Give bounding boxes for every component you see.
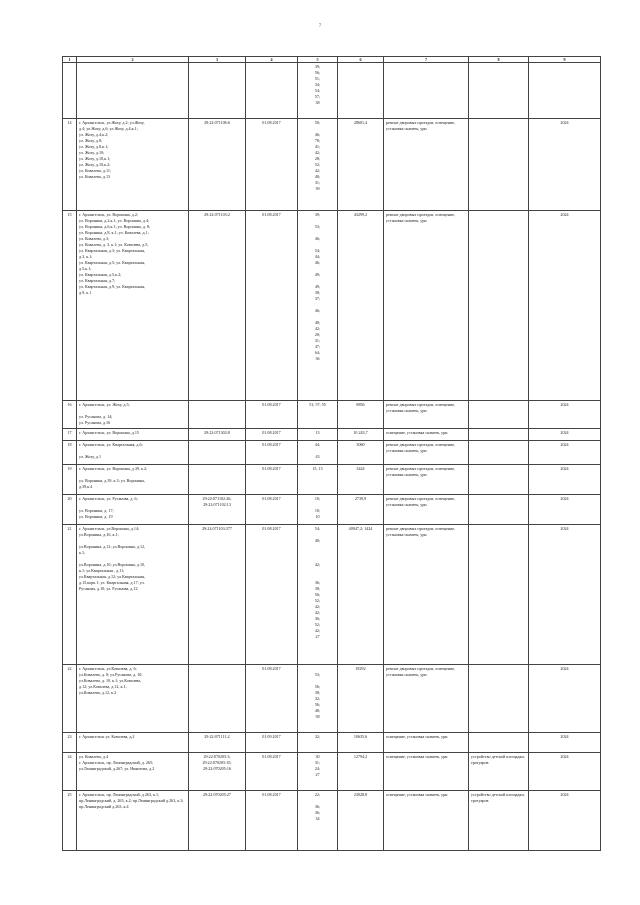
address-line: ул. Квартальная, д.5; ул. Квартальная, <box>79 260 146 265</box>
row-number: 24 <box>63 753 77 791</box>
address-line: ул.Воронина, д.16, к.1; <box>79 532 119 537</box>
apartment-count: 36; <box>314 616 321 621</box>
cadastral-cell: 29:22:071103:377 <box>189 525 246 665</box>
address-line: ул. Ковалева, д. 3, к.1; ул. Ковалева, д.5; <box>79 242 149 247</box>
address-cell <box>77 465 189 495</box>
address-line: г. Архангельск, ул.Воронина, д.14; <box>79 526 140 531</box>
date-cell: 01.08.2017 <box>246 495 298 525</box>
apartment-count: 54; <box>314 248 321 253</box>
address-cell <box>77 211 189 401</box>
apartment-count: 50; <box>314 120 321 125</box>
apartment-count: 10; <box>314 496 321 501</box>
apartment-count: 51; <box>314 76 321 81</box>
date-cell: 01.09.2017 <box>246 733 298 753</box>
apartments-cell <box>298 791 338 851</box>
row-number: 22 <box>63 665 77 733</box>
address-line: г. Архангельск, пр. Ленинградский, д.263, к.1; пр.Ленинградский, д. 263, к.2; пр.Ленинградский д.263, к.3; пр.Ленинградский д.263, к.4 <box>79 792 184 809</box>
address-line: ул.Воронина, д.12; ул.Воронина, д.12, <box>79 544 146 549</box>
area-cell: 8856 <box>338 401 384 429</box>
apartment-count: 34; <box>314 82 321 87</box>
apartment-count: 27 <box>315 634 320 639</box>
cadastral-cell: 29:22:071102:26; 29:22:071102:13 <box>189 495 246 525</box>
apartment-count: 20; <box>314 332 321 337</box>
address-cell <box>77 525 189 665</box>
apartment-count: 15, 15 <box>312 466 323 471</box>
table-row <box>63 401 601 429</box>
apartment-count: 38; <box>314 586 321 591</box>
year-cell: 2024 <box>529 733 601 753</box>
cadastral-cell: 29:22:070205:3; 29:22:070205:35; 29:22:070205:16 <box>189 753 246 791</box>
table-row <box>63 441 601 465</box>
address-line: ул. Квартальная, д.5,к.2; <box>79 272 122 277</box>
apartment-count: 13 <box>315 430 320 435</box>
address-line: д.15,корп.1; ул. Квартальная, д.17; ул. <box>79 580 145 585</box>
apartment-count: 58 <box>315 714 320 719</box>
cadastral-cell: 29:22:071111:2 <box>189 733 246 753</box>
area-cell: 43299,2 <box>338 211 384 401</box>
apartment-count: 39 <box>315 186 320 191</box>
apartment-count: 42; <box>314 610 321 615</box>
address-line: ул. Воронина, д.8, к.1; ул. Ковалева, д.1; <box>79 230 149 235</box>
works-cell: ремонт дворовых проездов, освещение, установка скамеек, урн <box>384 401 469 429</box>
apartment-count: 42; <box>314 150 321 155</box>
address-cell <box>77 665 189 733</box>
cadastral-cell <box>189 665 246 733</box>
table-row <box>63 429 601 441</box>
extra-works-cell <box>469 429 529 441</box>
apartment-count: 53; <box>314 672 321 677</box>
row-number: 23 <box>63 733 77 753</box>
cadastral-cell <box>189 465 246 495</box>
cadastral-cell: 29:22:071302:8 <box>189 429 246 441</box>
extra-works-cell <box>469 525 529 665</box>
row-number: 19 <box>63 465 77 495</box>
apartment-count: 53; <box>314 224 321 229</box>
table-row <box>63 465 601 495</box>
area-cell: 28601,4 <box>338 119 384 211</box>
column-header-1: 1 <box>63 57 77 63</box>
apartment-count: 28; <box>314 156 321 161</box>
address-line: г. Архангельск, ул. Воронина, д.15 <box>79 430 139 435</box>
year-cell: 2024 <box>529 791 601 851</box>
apartment-count: 32; <box>314 696 321 701</box>
row-number: 18 <box>63 441 77 465</box>
apartment-count: 27 <box>315 772 320 777</box>
address-cell <box>77 63 189 119</box>
apartment-count: 40; <box>314 538 321 543</box>
apartment-count: 31; <box>314 338 321 343</box>
address-line: ул. Жоху, д.1 <box>79 454 102 459</box>
apartment-count: 24; <box>314 766 321 771</box>
works-cell: ремонт дворовых проездов, освещение, установка скамеек, урн <box>384 495 469 525</box>
column-header-3: 3 <box>189 57 246 63</box>
area-cell: 10 243,7 <box>338 429 384 441</box>
date-cell: 01.08.2017 <box>246 465 298 495</box>
apartment-count: 56; <box>314 702 321 707</box>
address-line: ул. Жоху, д.10,к.2; <box>79 162 111 167</box>
apartment-count: 54; <box>314 88 321 93</box>
apartment-count: 43 <box>315 454 320 459</box>
year-cell: 2024 <box>529 429 601 441</box>
address-line: ул. Ковалева, д.11; <box>79 168 112 173</box>
address-line: ул. Квартальная, д.7; <box>79 278 116 283</box>
row-number: 15 <box>63 211 77 401</box>
address-line: г. Архангельск, ул. Русанова, д. 6; <box>79 496 138 501</box>
address-line: г. Архангельск, ул.Ковалева, д. 6; <box>79 666 137 671</box>
cadastral-cell <box>189 401 246 429</box>
address-line: ул. Квартальная, д.9; ул. Квартальная, <box>79 284 146 289</box>
address-line: ул.Воронина, д.10; ул.Воронина, д.10, <box>79 562 146 567</box>
address-line: г. Архангельск, пр. Ленинградский, д. 265; ул.Ленинградский, д.267; ул. Никитова, д.2 <box>79 760 155 771</box>
apartment-count: 64; <box>314 350 321 355</box>
address-line: г. Архангельск, ул. Квартальная, д.6; <box>79 442 143 447</box>
address-line: ул. Воронина, д. 19 <box>79 514 113 519</box>
apartment-count: 36 <box>315 356 320 361</box>
apartment-count: 46; <box>314 260 321 265</box>
table-row <box>63 753 601 791</box>
year-cell: 2024 <box>529 525 601 665</box>
apartment-count: 44; <box>314 442 321 447</box>
year-cell: 2024 <box>529 665 601 733</box>
apartment-count: 36; <box>314 580 321 585</box>
apartment-count: 54; <box>314 526 321 531</box>
column-header-7: 7 <box>384 57 469 63</box>
extra-works-cell <box>469 465 529 495</box>
apartment-count: 57; <box>314 94 321 99</box>
table-row <box>63 211 601 401</box>
table-row <box>63 525 601 665</box>
date-cell: 01.08.2017 <box>246 211 298 401</box>
apartment-count: 10; <box>314 508 321 513</box>
address-cell <box>77 441 189 465</box>
works-cell: ремонт дворовых проездов, освещение, установка скамеек, урн <box>384 119 469 211</box>
date-cell: 01.08.2017 <box>246 665 298 733</box>
apartments-cell <box>298 753 338 791</box>
address-line: г. Архангельск, ул.Жоху, д.2; ул.Жоху, <box>79 120 145 125</box>
address-line: д.4; ул.Жоху, д.6; ул.Жоху, д.4,к.1; <box>79 126 138 131</box>
works-cell: ремонт дворовых проездов, освещение, установка скамеек, урн <box>384 525 469 665</box>
works-cell: ремонт дворовых проездов, освещение, установка скамеек, урн <box>384 441 469 465</box>
area-cell: 3060 <box>338 441 384 465</box>
extra-works-cell <box>469 63 529 119</box>
apartment-count: 39; <box>314 64 321 69</box>
address-cell <box>77 119 189 211</box>
year-cell: 2024 <box>529 495 601 525</box>
apartment-count: 32; <box>314 734 321 739</box>
table-row <box>63 665 601 733</box>
row-number <box>63 63 77 119</box>
year-cell: 2024 <box>529 401 601 429</box>
address-line: г. Архангельск ул. Ковалева, д.2 <box>79 734 135 739</box>
address-line: ул.Квартальная, д.12; ул.Квартальная, <box>79 574 146 579</box>
area-cell: 10635,6 <box>338 733 384 753</box>
apartment-count: 52; <box>314 622 321 627</box>
address-line: ул. Жоху, д.10; <box>79 150 105 155</box>
works-cell: ремонт дворовых проездов, освещение, установка скамеек, урн <box>384 211 469 401</box>
date-cell: 01.08.2017 <box>246 791 298 851</box>
area-cell: 23028,8 <box>338 791 384 851</box>
apartment-count: 48; <box>314 320 321 325</box>
address-line: г. Архангельск, ул. Жоху, д.5; <box>79 402 130 407</box>
apartment-count: 46; <box>314 132 321 137</box>
extra-works-cell <box>469 119 529 211</box>
year-cell: 2024 <box>529 441 601 465</box>
address-line: г. Архангельск, ул. Воронина, д.39, к.2; <box>79 466 148 471</box>
apartments-cell <box>298 401 338 429</box>
apartment-count: 36; <box>314 804 321 809</box>
table-row <box>63 495 601 525</box>
cadastral-cell <box>189 441 246 465</box>
address-line: д.9, к.1 <box>79 290 92 295</box>
area-cell: 18292 <box>338 665 384 733</box>
courtyard-table <box>62 56 601 851</box>
extra-works-cell <box>469 733 529 753</box>
address-line: ул. Русанова, д. 14; <box>79 414 113 419</box>
address-line: д.3, к.1; <box>79 254 93 259</box>
address-cell <box>77 733 189 753</box>
extra-works-cell: устройство детской площадки, тротуаров <box>469 753 529 791</box>
date-cell: 01.08.2017 <box>246 525 298 665</box>
cadastral-cell <box>189 63 246 119</box>
extra-works-cell <box>469 495 529 525</box>
apartments-cell <box>298 665 338 733</box>
works-cell: освещение, установка скамеек, урн <box>384 753 469 791</box>
area-cell: 12794,2 <box>338 753 384 791</box>
apartment-count: 49; <box>314 284 321 289</box>
apartment-count: 42; <box>314 562 321 567</box>
extra-works-cell <box>469 441 529 465</box>
address-line: ул.Ковалева, д. 8; ул.Русанова, д. 10; <box>79 672 143 677</box>
address-line: ул. Жоху, д.4,к.2; <box>79 132 109 137</box>
address-line: ул. Воронина, д.2,к.1; ул. Воронина, д.4; <box>79 218 150 223</box>
table-row <box>63 733 601 753</box>
apartment-count: 39; <box>314 212 321 217</box>
extra-works-cell <box>469 665 529 733</box>
works-cell: освещение, установка скамеек, урн <box>384 429 469 441</box>
table-row <box>63 63 601 119</box>
apartment-count: 44; <box>314 254 321 259</box>
apartments-cell <box>298 495 338 525</box>
cadastral-cell: 29:22:070205:27 <box>189 791 246 851</box>
apartment-count: 42; <box>314 326 321 331</box>
apartment-count: 47; <box>314 344 321 349</box>
apartment-count: 52; <box>314 598 321 603</box>
apartment-count: 37; <box>314 296 321 301</box>
address-line: ул. Квартальная, д.3; ул. Квартальная, <box>79 248 146 253</box>
address-line: ул. Русанова, д.16 <box>79 420 111 425</box>
address-line: ул. Ковалева, д.4 <box>79 754 109 759</box>
apartment-count: 22; <box>314 792 321 797</box>
column-header-5: 5 <box>298 57 338 63</box>
address-line: ул. Воронина, д.6,к.1; ул. Воронина, д. 8; <box>79 224 151 229</box>
apartment-count: 42; <box>314 604 321 609</box>
works-cell <box>384 63 469 119</box>
address-line: д.12; ул.Ковалева, д.12, к.1; <box>79 684 127 689</box>
year-cell <box>529 63 601 119</box>
address-line: ул. Ковалева, д.3; <box>79 236 110 241</box>
address-line: г. Архангельск, ул. Воронина, д.2; <box>79 212 139 217</box>
address-line: ул. Жоху, д.8; <box>79 138 103 143</box>
area-cell: 3424 <box>338 465 384 495</box>
date-cell: 01.08.2017 <box>246 441 298 465</box>
address-line: ул.Ковалева, д. 10, к.1; ул.Ковалева, <box>79 678 142 683</box>
address-cell <box>77 401 189 429</box>
address-line: ул. Воронина, д.39, к.3; ул. Воронина, <box>79 478 145 483</box>
address-line: ул. Жоху, д.10,к.1; <box>79 156 111 161</box>
apartment-count: 38 <box>315 100 320 105</box>
column-header-4: 4 <box>246 57 298 63</box>
apartments-cell <box>298 211 338 401</box>
address-cell <box>77 429 189 441</box>
address-line: д.5,к.1; <box>79 266 92 271</box>
apartment-count: 52; <box>314 162 321 167</box>
year-cell: 2024 <box>529 119 601 211</box>
apartment-count: 31; <box>314 180 321 185</box>
column-header-8: 8 <box>469 57 529 63</box>
apartment-count: 56; <box>314 592 321 597</box>
date-cell <box>246 63 298 119</box>
address-line: к.1; ул.Квартальная , д.11; <box>79 568 125 573</box>
table-row <box>63 791 601 851</box>
date-cell: 01.08.2017 <box>246 401 298 429</box>
row-number: 25 <box>63 791 77 851</box>
apartment-count: 51; 57; 55 <box>309 402 326 407</box>
apartment-count: 56; <box>314 684 321 689</box>
apartment-count: 10 <box>315 514 320 519</box>
apartment-count: 46; <box>314 236 321 241</box>
apartment-count: 34 <box>315 816 320 821</box>
works-cell: освещение, установка скамеек, урн <box>384 733 469 753</box>
apartment-count: 38; <box>314 290 321 295</box>
year-cell: 2024 <box>529 753 601 791</box>
row-number: 16 <box>63 401 77 429</box>
apartment-count: 38; <box>314 690 321 695</box>
date-cell: 01.08.2017 <box>246 753 298 791</box>
address-line: Русанова, д.10; ул. Русанова, д.12 <box>79 586 138 591</box>
address-cell <box>77 495 189 525</box>
extra-works-cell <box>469 211 529 401</box>
address-line: к.1; <box>79 550 86 555</box>
apartment-count: 41; <box>314 144 321 149</box>
apartment-count: 31; <box>314 760 321 765</box>
extra-works-cell: устройство детской площадки, тротуаров <box>469 791 529 851</box>
address-line: д.39,к.4 <box>79 484 93 489</box>
row-number: 14 <box>63 119 77 211</box>
address-cell <box>77 791 189 851</box>
page-number: 7 <box>318 24 322 29</box>
apartments-cell <box>298 119 338 211</box>
apartment-count: 48; <box>314 708 321 713</box>
address-line: ул. Жоху, д.8,к.1; <box>79 144 109 149</box>
apartments-cell <box>298 441 338 465</box>
column-header-2: 2 <box>77 57 189 63</box>
apartment-count: 30 <box>315 754 320 759</box>
apartments-cell <box>298 63 338 119</box>
works-cell: ремонт дворовых проездов, освещение, установка скамеек, урн <box>384 665 469 733</box>
apartment-count: 49; <box>314 272 321 277</box>
year-cell: 2024 <box>529 211 601 401</box>
extra-works-cell <box>469 401 529 429</box>
apartment-count: 42; <box>314 628 321 633</box>
address-line: ул. Воронина, д. 17; <box>79 508 114 513</box>
date-cell: 01.08.2017 <box>246 119 298 211</box>
apartment-count: 46; <box>314 308 321 313</box>
cadastral-cell: 29:22:071106:6 <box>189 119 246 211</box>
area-cell: 40947,2; 1424 <box>338 525 384 665</box>
apartment-count: 78; <box>314 138 321 143</box>
apartments-cell <box>298 525 338 665</box>
area-cell <box>338 63 384 119</box>
apartments-cell <box>298 733 338 753</box>
table-row <box>63 119 601 211</box>
address-line: ул. Ковалева, д.13 <box>79 174 111 179</box>
apartments-cell <box>298 429 338 441</box>
column-header-9: 9 <box>529 57 601 63</box>
works-cell: освещение, установка скамеек, урн <box>384 791 469 851</box>
apartment-count: 56; <box>314 70 321 75</box>
works-cell: ремонт дворовых проездов, освещение, установка скамеек, урн <box>384 465 469 495</box>
row-number: 20 <box>63 495 77 525</box>
year-cell: 2024 <box>529 465 601 495</box>
apartments-cell <box>298 465 338 495</box>
cadastral-cell: 29:22:071103:2 <box>189 211 246 401</box>
column-header-6: 6 <box>338 57 384 63</box>
row-number: 17 <box>63 429 77 441</box>
address-line: ул.Ковалева, д.12, к.2 <box>79 690 117 695</box>
address-cell <box>77 753 189 791</box>
date-cell: 01.08.2017 <box>246 429 298 441</box>
apartment-count: 36; <box>314 810 321 815</box>
apartment-count: 40; <box>314 174 321 179</box>
apartment-count: 42; <box>314 168 321 173</box>
area-cell: 2739,9 <box>338 495 384 525</box>
row-number: 21 <box>63 525 77 665</box>
